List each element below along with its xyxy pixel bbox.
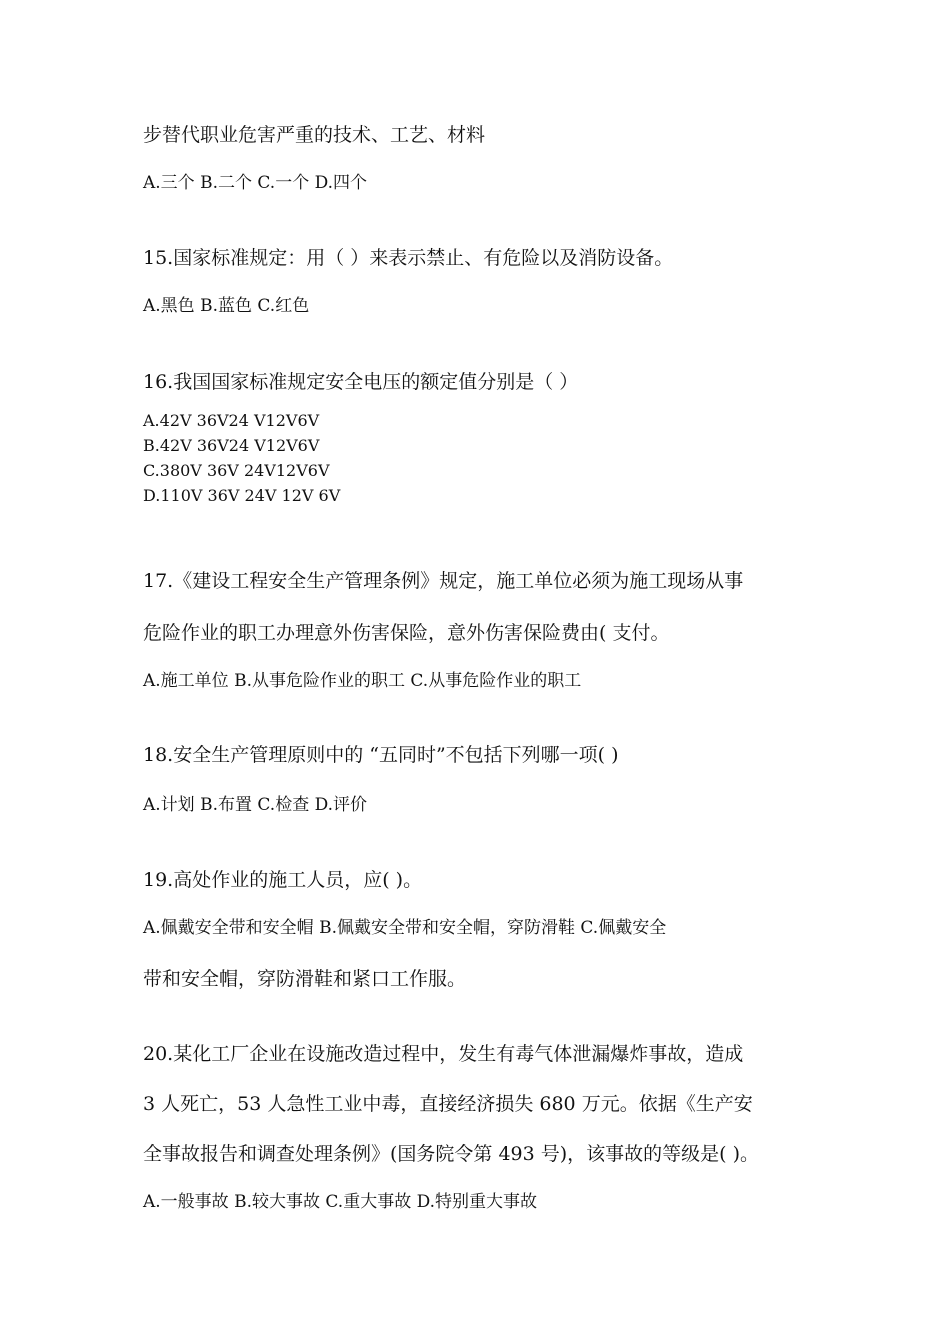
q19-stem: 19.高处作业的施工人员，应( )。 xyxy=(143,869,423,891)
q20-stem-line1: 20.某化工厂企业在设施改造过程中，发生有毒气体泄漏爆炸事故，造成 xyxy=(143,1043,744,1065)
q14-stem-continued: 步替代职业危害严重的技术、工艺、材料 xyxy=(143,124,486,146)
q20-stem-line3: 全事故报告和调查处理条例》(国务院令第 493 号)，该事故的等级是( )。 xyxy=(143,1143,760,1165)
q20-options: A.一般事故 B.较大事故 C.重大事故 D.特别重大事故 xyxy=(143,1192,538,1212)
q16-option-a: A.42V 36V24 V12V6V xyxy=(143,411,320,430)
q14-options: A.三个 B.二个 C.一个 D.四个 xyxy=(143,173,368,193)
q18-stem: 18.安全生产管理原则中的 “五同时”不包括下列哪一项( ) xyxy=(143,744,619,766)
q16-stem: 16.我国国家标准规定安全电压的额定值分别是（ ） xyxy=(143,371,579,393)
q19-options-line1: A.佩戴安全带和安全帽 B.佩戴安全带和安全帽，穿防滑鞋 C.佩戴安全 xyxy=(143,918,667,938)
q17-options: A.施工单位 B.从事危险作业的职工 C.从事危险作业的职工 xyxy=(143,671,582,691)
q17-stem-line2: 危险作业的职工办理意外伤害保险，意外伤害保险费由( 支付。 xyxy=(143,622,670,644)
q19-options-line2: 带和安全帽，穿防滑鞋和紧口工作服。 xyxy=(143,968,467,990)
q18-options: A.计划 B.布置 C.检查 D.评价 xyxy=(143,795,368,815)
q15-stem: 15.国家标准规定：用（ ）来表示禁止、有危险以及消防设备。 xyxy=(143,247,674,269)
q15-options: A.黑色 B.蓝色 C.红色 xyxy=(143,296,310,316)
q20-stem-line2: 3 人死亡，53 人急性工业中毒，直接经济损失 680 万元。依据《生产安 xyxy=(143,1093,753,1115)
q16-option-c: C.380V 36V 24V12V6V xyxy=(143,461,330,480)
q16-option-b: B.42V 36V24 V12V6V xyxy=(143,436,320,455)
q17-stem-line1: 17.《建设工程安全生产管理条例》规定，施工单位必须为施工现场从事 xyxy=(143,570,744,592)
q16-option-d: D.110V 36V 24V 12V 6V xyxy=(143,486,341,505)
